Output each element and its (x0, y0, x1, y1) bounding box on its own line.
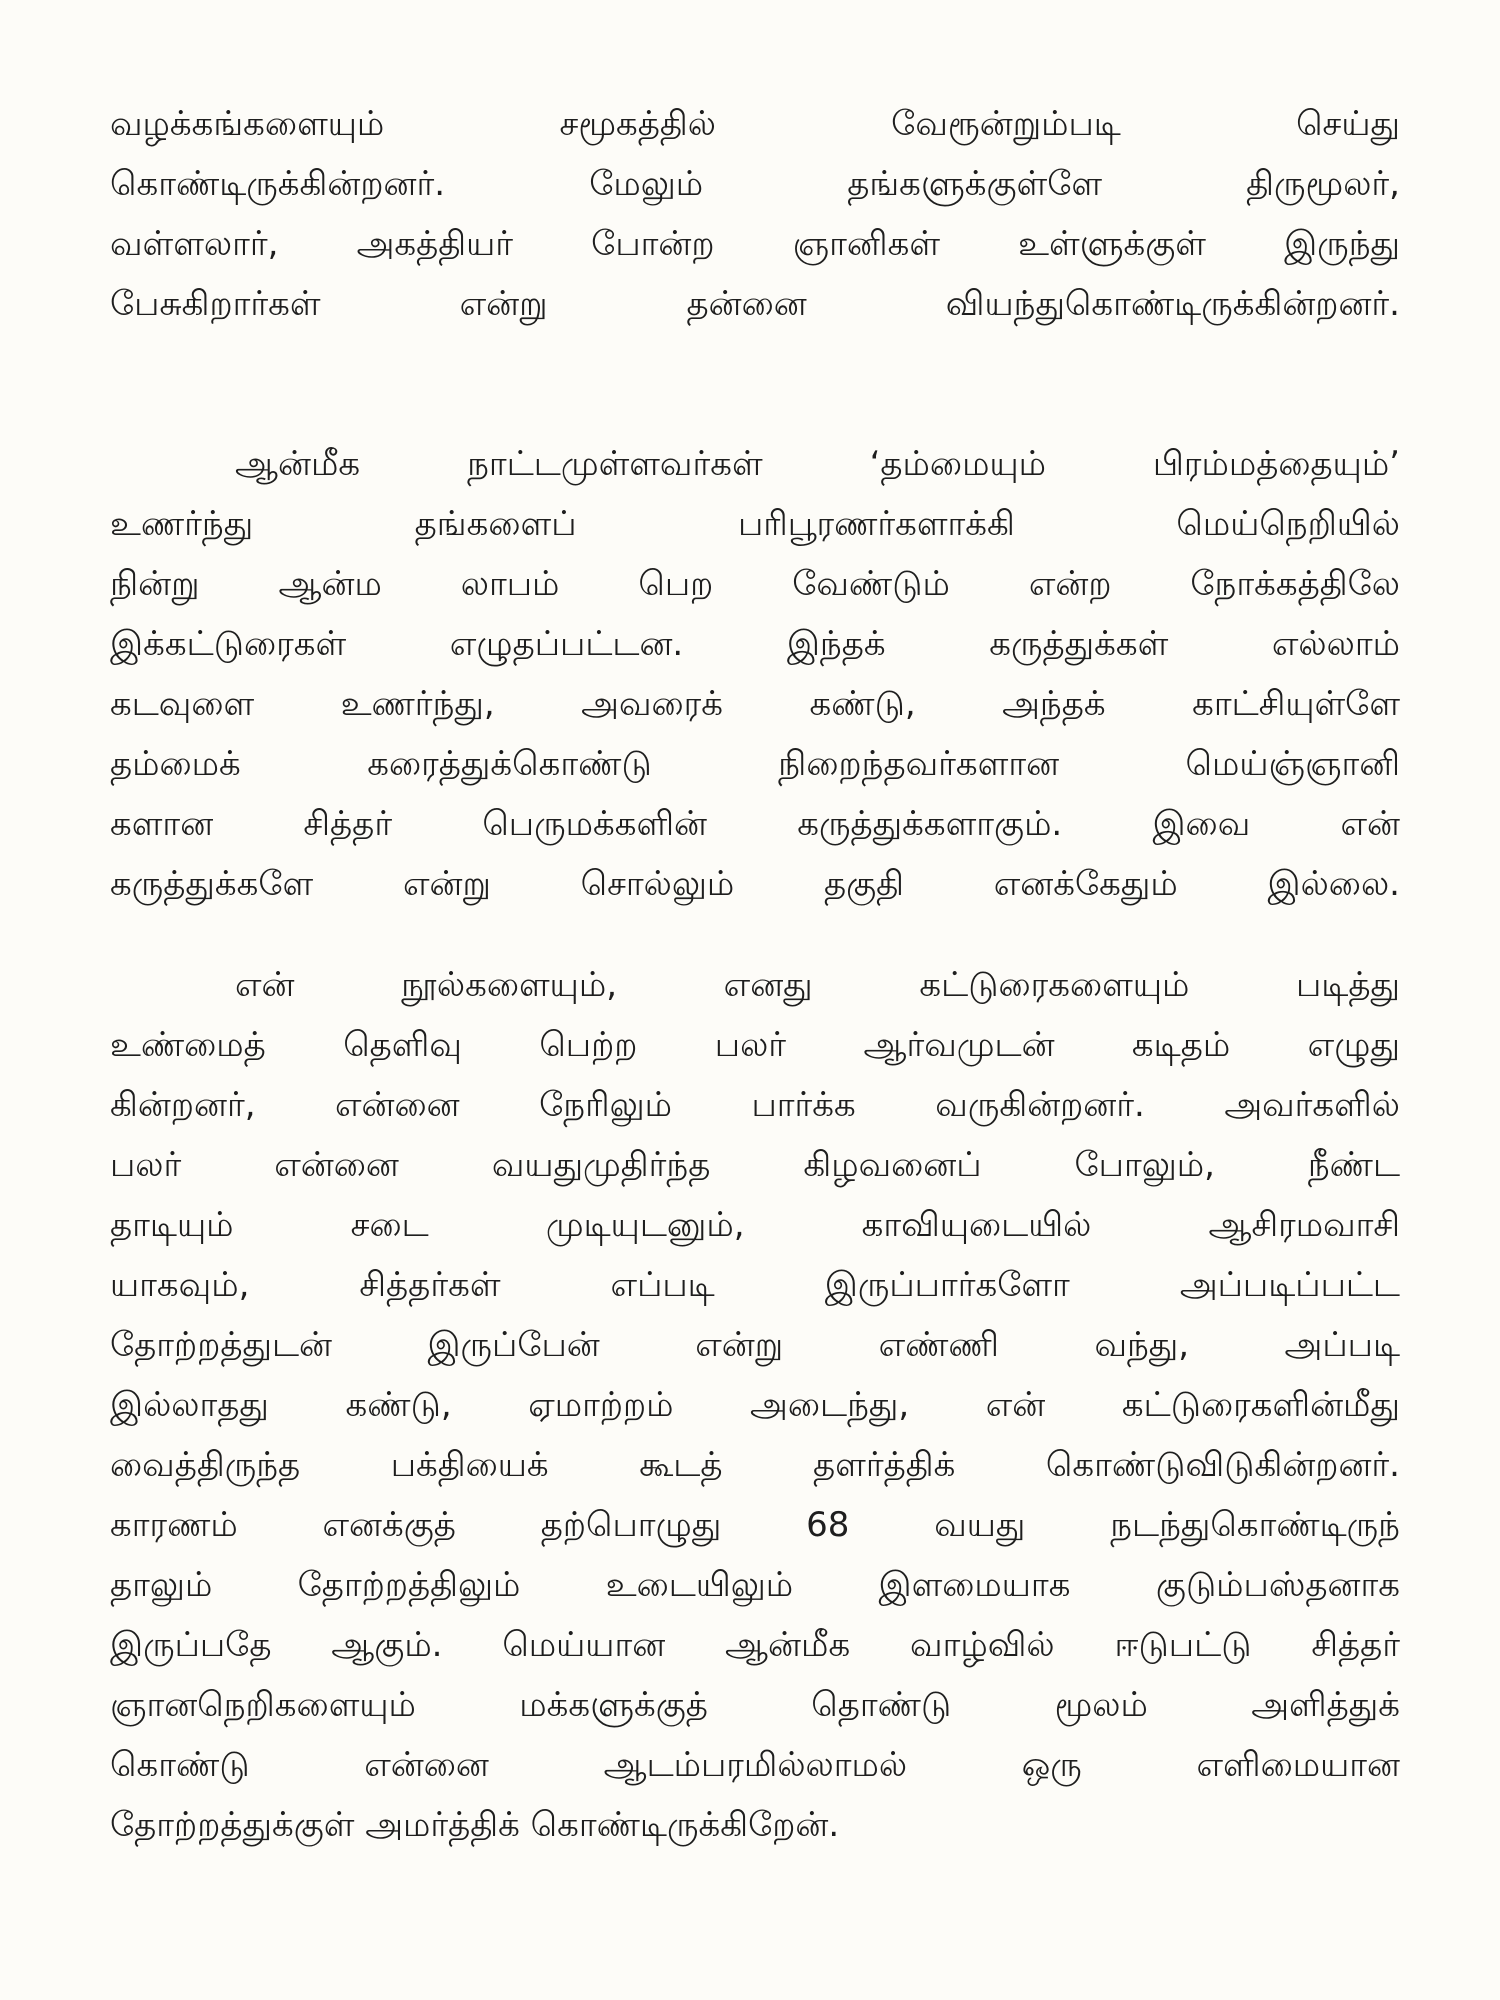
text-line: கொண்டு என்னை ஆடம்பரமில்லாமல் ஒரு எளிமையான (110, 1745, 1400, 1785)
text-line: கருத்துக்களே என்று சொல்லும் தகுதி எனக்கேதும் இல்லை. (110, 864, 1400, 904)
text-line: கொண்டிருக்கின்றனர். மேலும் தங்களுக்குள்ளே திருமூலர், (110, 164, 1400, 204)
text-line: கின்றனர், என்னை நேரிலும் பார்க்க வருகின்றனர். அவர்களில் (110, 1085, 1400, 1125)
text-line-last: தோற்றத்துக்குள் அமர்த்திக் கொண்டிருக்கிறேன். (110, 1805, 840, 1845)
text-line: என் நூல்களையும், எனது கட்டுரைகளையும் படித்து (235, 965, 1400, 1005)
paragraph-3 (110, 955, 1400, 1855)
text-line: வைத்திருந்த பக்தியைக் கூடத் தளர்த்திக் கொண்டுவிடுகின்றனர். (110, 1445, 1400, 1485)
text-line: இருப்பதே ஆகும். மெய்யான ஆன்மீக வாழ்வில் ஈடுபட்டு சித்தர் (110, 1625, 1400, 1665)
text-line: நின்று ஆன்ம லாபம் பெற வேண்டும் என்ற நோக்கத்திலே (110, 564, 1400, 604)
text-line: வழக்கங்களையும் சமூகத்தில் வேரூன்றும்படி செய்து (110, 104, 1400, 144)
paragraph-2 (110, 434, 1400, 914)
text-line: தோற்றத்துடன் இருப்பேன் என்று எண்ணி வந்து, அப்படி (110, 1325, 1400, 1365)
text-line: தாலும் தோற்றத்திலும் உடையிலும் இளமையாக குடும்பஸ்தனாக (110, 1565, 1400, 1605)
text-line: யாகவும், சித்தர்கள் எப்படி இருப்பார்களோ அப்படிப்பட்ட (110, 1265, 1400, 1305)
text-line: தம்மைக் கரைத்துக்கொண்டு நிறைந்தவர்களான மெய்ஞ்ஞானி (110, 744, 1400, 784)
text-line: வள்ளலார், அகத்தியர் போன்ற ஞானிகள் உள்ளுக்குள் இருந்து (110, 224, 1400, 264)
text-line: ஆன்மீக நாட்டமுள்ளவர்கள் ‘தம்மையும் பிரம்மத்தையும்’ (235, 444, 1400, 484)
paragraph-1 (110, 94, 1400, 334)
text-line: ஞானநெறிகளையும் மக்களுக்குத் தொண்டு மூலம் அளித்துக் (110, 1685, 1400, 1725)
text-line: களான சித்தர் பெருமக்களின் கருத்துக்களாகும். இவை என் (110, 804, 1400, 844)
text-line: பேசுகிறார்கள் என்று தன்னை வியந்துகொண்டிருக்கின்றனர். (110, 284, 1400, 324)
text-line: பலர் என்னை வயதுமுதிர்ந்த கிழவனைப் போலும், நீண்ட (110, 1145, 1400, 1185)
text-line: உண்மைத் தெளிவு பெற்ற பலர் ஆர்வமுடன் கடிதம் எழுது (110, 1025, 1400, 1065)
text-line: இக்கட்டுரைகள் எழுதப்பட்டன. இந்தக் கருத்துக்கள் எல்லாம் (110, 624, 1400, 664)
text-line: தாடியும் சடை முடியுடனும், காவியுடையில் ஆசிரமவாசி (110, 1205, 1400, 1245)
text-line: கடவுளை உணர்ந்து, அவரைக் கண்டு, அந்தக் காட்சியுள்ளே (110, 684, 1400, 724)
text-line: உணர்ந்து தங்களைப் பரிபூரணர்களாக்கி மெய்நெறியில் (110, 504, 1400, 544)
text-line: காரணம் எனக்குத் தற்பொழுது 68 வயது நடந்துகொண்டிருந் (110, 1505, 1400, 1545)
text-line: இல்லாதது கண்டு, ஏமாற்றம் அடைந்து, என் கட்டுரைகளின்மீது (110, 1385, 1400, 1425)
